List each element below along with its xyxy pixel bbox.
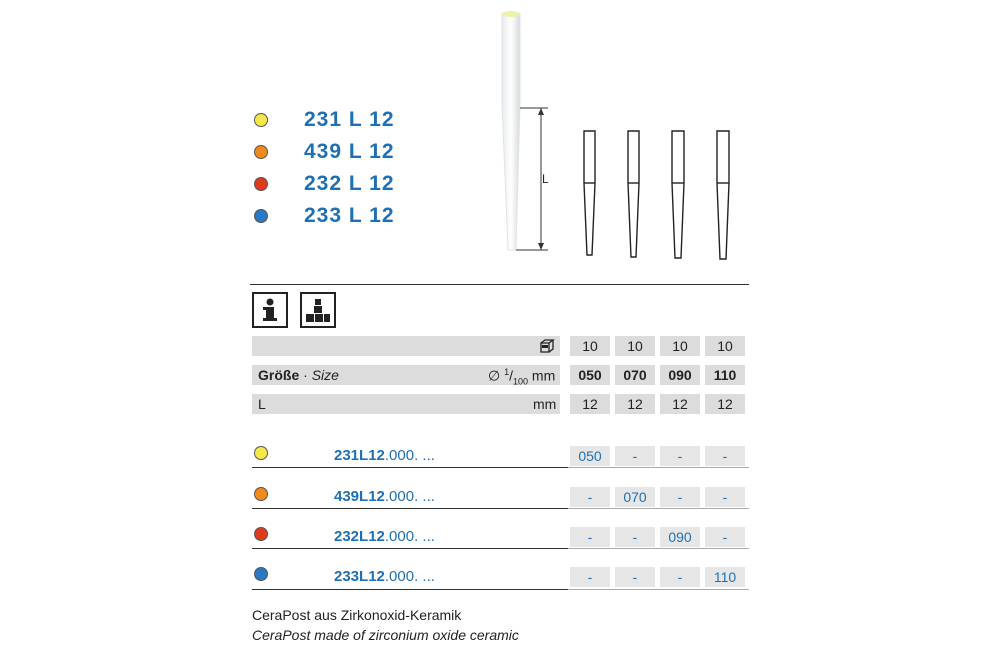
order-code-suffix: .000. ... [384, 528, 435, 545]
order-value: 110 [705, 567, 745, 587]
order-code [334, 528, 435, 545]
order-value: - [705, 527, 745, 547]
color-dot-yellow [254, 113, 268, 127]
size-label [258, 367, 339, 383]
color-dot-red [254, 177, 268, 191]
order-value: 090 [660, 527, 700, 547]
color-dot-blue [254, 209, 268, 223]
size-label-en: Size [311, 367, 339, 383]
color-dot-blue [254, 567, 268, 581]
order-code [334, 447, 435, 464]
length-value: 12 [615, 394, 655, 414]
unit-frac-den: 100 [513, 376, 529, 387]
order-row-rule [252, 467, 568, 468]
order-row-rule-right [568, 467, 749, 468]
pack-qty: 10 [615, 336, 655, 356]
size-value: 070 [615, 365, 655, 385]
order-code-suffix: .000. ... [384, 447, 435, 464]
order-row-rule [252, 508, 568, 509]
order-value: - [660, 487, 700, 507]
description-en: CeraPost made of zirconium oxide ceramic [252, 627, 519, 643]
product-code: 232 L 12 [304, 172, 395, 195]
description-de: CeraPost aus Zirkonoxid-Keramik [252, 607, 462, 623]
size-value: 050 [570, 365, 610, 385]
length-row-bar [252, 394, 560, 414]
size-label-separator: · [303, 367, 308, 383]
order-code-main: 233L12 [334, 568, 385, 585]
unit-frac-num: 1 [504, 367, 510, 377]
length-value: 12 [660, 394, 700, 414]
size-unit: ∅ $^1/_{100}$ mm [488, 367, 556, 387]
pack-stack-icon [300, 292, 336, 328]
color-dot-red [254, 527, 268, 541]
order-row-rule-right [568, 508, 749, 509]
color-dot-orange [254, 145, 268, 159]
length-value: 12 [705, 394, 745, 414]
section-divider [250, 284, 749, 285]
order-value: - [705, 446, 745, 466]
product-code: 231 L 12 [304, 108, 395, 131]
unit-mm: mm [531, 367, 556, 384]
order-value: - [615, 446, 655, 466]
length-unit: mm [533, 396, 557, 412]
order-row-rule-right [568, 589, 749, 590]
order-value: - [660, 567, 700, 587]
size-value: 110 [705, 365, 745, 385]
order-code-main: 439L12 [334, 488, 385, 505]
order-code-main: 231L12 [334, 447, 385, 464]
order-value: - [660, 446, 700, 466]
dimension-label: L [542, 172, 549, 186]
order-row-rule [252, 548, 568, 549]
order-value: - [570, 487, 610, 507]
size-value: 090 [660, 365, 700, 385]
order-value: - [615, 527, 655, 547]
order-value: - [705, 487, 745, 507]
order-value: 050 [570, 446, 610, 466]
length-label: L [258, 396, 266, 412]
product-code: 233 L 12 [304, 204, 395, 227]
order-code [334, 568, 435, 585]
order-code-main: 232L12 [334, 528, 385, 545]
length-value: 12 [570, 394, 610, 414]
order-row-rule-right [568, 548, 749, 549]
order-value: - [570, 527, 610, 547]
post-illustration [480, 5, 750, 270]
order-value: - [615, 567, 655, 587]
size-label-de: Größe [258, 367, 300, 383]
pack-qty: 10 [570, 336, 610, 356]
product-code: 439 L 12 [304, 140, 395, 163]
order-value: - [570, 567, 610, 587]
color-dot-orange [254, 487, 268, 501]
order-code-suffix: .000. ... [384, 568, 435, 585]
pack-qty: 10 [660, 336, 700, 356]
order-code-suffix: .000. ... [384, 488, 435, 505]
pack-row-bar [252, 336, 560, 356]
color-dot-yellow [254, 446, 268, 460]
pack-qty: 10 [705, 336, 745, 356]
package-icon [539, 338, 557, 354]
order-value: 070 [615, 487, 655, 507]
order-row-rule [252, 589, 568, 590]
order-code [334, 488, 435, 505]
info-icon [252, 292, 288, 328]
diameter-symbol: ∅ [488, 367, 501, 384]
